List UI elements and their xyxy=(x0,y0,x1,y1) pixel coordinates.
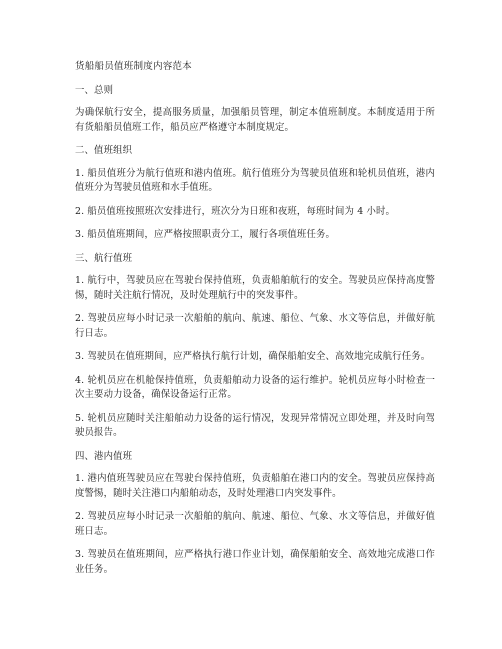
paragraph: 4. 轮机员应在机舱保持值班，负责船舶动力设备的运行维护。轮机员应每小时检查一次主要动力设备，确保设备运行正常。 xyxy=(75,374,435,400)
section-general xyxy=(75,84,435,136)
paragraph: 1. 航行中，驾驶员应在驾驶台保持值班，负责船舶航行的安全。驾驶员应保持高度警惕，随时关注航行情况，及时处理航行中的突发事件。 xyxy=(75,275,435,301)
section-heading: 三、航行值班 xyxy=(75,252,133,264)
paragraph: 3. 驾驶员在值班期间，应严格执行港口作业计划，确保船舶安全、高效地完成港口作业任务。 xyxy=(75,549,435,575)
paragraph: 为确保航行安全，提高服务质量，加强船员管理，制定本值班制度。本制度适用于所有货船船员值班工作，船员应严格遵守本制度规定。 xyxy=(75,107,435,133)
document-title: 货船船员值班制度内容范本 xyxy=(75,61,192,72)
section-navigation-watch xyxy=(75,252,435,441)
section-port-watch xyxy=(75,450,435,578)
paragraph: 2. 驾驶员应每小时记录一次船舶的航向、航速、船位、气象、水文等信息，并做好航行日志。 xyxy=(75,313,435,339)
document-page xyxy=(75,60,435,586)
paragraph: 5. 轮机员应随时关注船舶动力设备的运行情况，发现异常情况立即处理，并及时向驾驶员报告。 xyxy=(75,412,435,438)
section-watch-organization xyxy=(75,144,435,243)
section-heading: 四、港内值班 xyxy=(75,450,133,462)
paragraph: 2. 船员值班按照班次安排进行，班次分为日班和夜班，每班时间为 4 小时。 xyxy=(75,205,396,217)
paragraph: 1. 船员值班分为航行值班和港内值班。航行值班分为驾驶员值班和轮机员值班，港内值班分为驾驶员值班和水手值班。 xyxy=(75,167,435,193)
paragraph: 2. 驾驶员应每小时记录一次船舶的航向、航速、船位、气象、水文等信息，并做好值班日志。 xyxy=(75,511,435,537)
paragraph: 1. 港内值班驾驶员应在驾驶台保持值班，负责船舶在港口内的安全。驾驶员应保持高度警惕，随时关注港口内船舶动态，及时处理港口内突发事件。 xyxy=(75,473,435,499)
section-heading: 一、总则 xyxy=(75,84,114,96)
section-heading: 二、值班组织 xyxy=(75,145,133,156)
paragraph: 3. 驾驶员在值班期间，应严格执行航行计划，确保船舶安全、高效地完成航行任务。 xyxy=(75,351,431,362)
paragraph: 3. 船员值班期间，应严格按照职责分工，履行各项值班任务。 xyxy=(75,229,336,240)
